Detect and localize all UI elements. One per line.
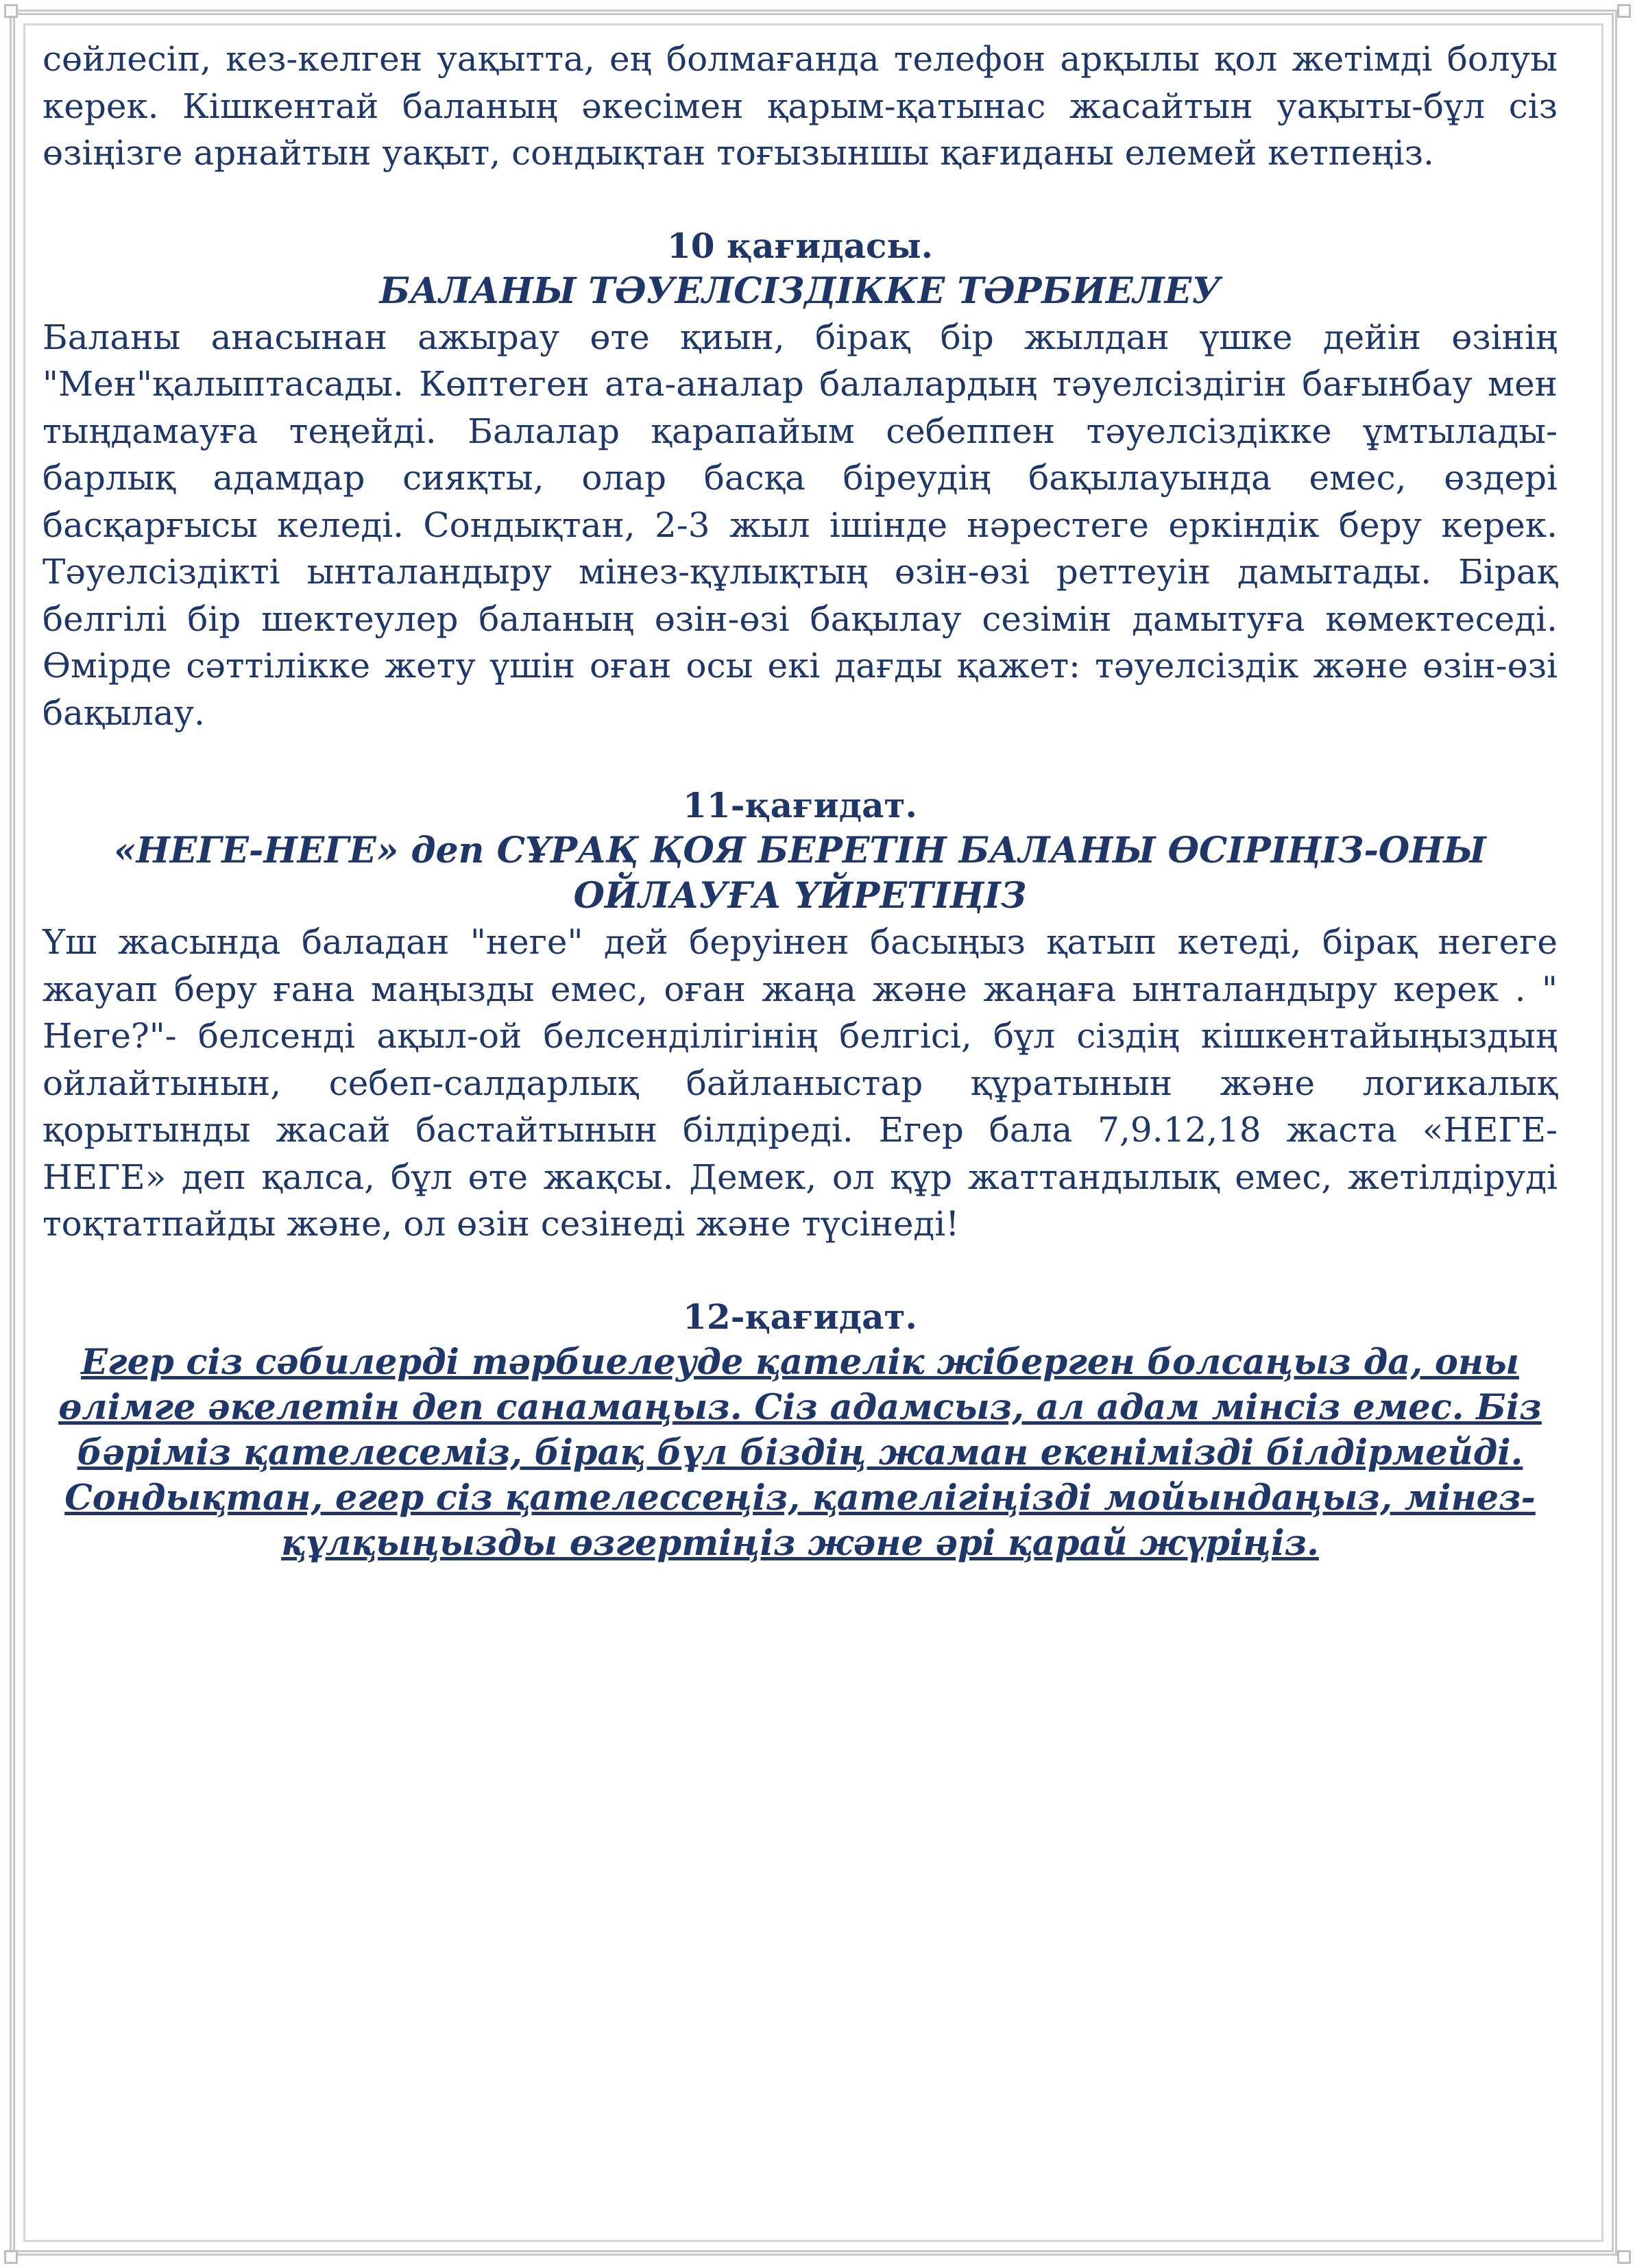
section-12-text: Егер сіз сәбилерді тәрбиелеуде қателік жіберген болсаңыз да, оны өлімге әкелетін деп санамаңыз. Сіз адамсыз, ал адам мінсіз емес. Біз бәріміз қателесеміз, бірақ бұл біздің жаман екенімізді білдірмейді. Сондықтан, егер сіз қателессеңіз, қателігіңізді мойындаңыз, мінез-құлқыңызды өзгертіңіз және әрі қарай жүріңіз. (58, 1341, 1542, 1564)
section-11-paragraph: Үш жасында баладан "неге" дей беруінен басыңыз қатып кетеді, бірақ негеге жауап беру ғана маңызды емес, оған жаңа және жаңаға ынталандыру керек . " Неге?"- белсенді ақыл-ой белсенділігінің белгісі, бұл сіздің кішкентайыңыздың ойлайтынын, себеп-салдарлық байланыстар құратынын және логикалық қорытынды жасай бастайтынын білдіреді. Егер бала 7,9.12,18 жаста «НЕГЕ-НЕГЕ» деп қалса, бұл өте жақсы. Демек, ол құр жаттандылық емес, жетілдіруді тоқтатпайды және, ол өзін сезінеді және түсінеді! (43, 922, 1558, 1244)
spacer (43, 736, 1558, 783)
section-10-paragraph: Баланы анасынан ажырау өте қиын, бірақ бір жылдан үшке дейін өзінің "Мен"қалыптасады. Көптеген ата-аналар балалардың тәуелсіздігін бағынбау мен тыңдамауға теңейді. Балалар қарапайым себеппен тәуелсіздікке ұмтылады-барлық адамдар сияқты, олар басқа біреудің бақылауында емес, өздері басқарғысы келеді. Сондықтан, 2-3 жыл ішінде нәрестеге еркіндік беру керек. Тәуелсіздікті ынталандыру мінез-құлықтың өзін-өзі реттеуін дамытады. Бірақ белгілі бір шектеулер баланың өзін-өзі бақылау сезімін дамытуға көмектеседі. Өмірде сәттілікке жету үшін оған осы екі дағды қажет: тәуелсіздік және өзін-өзі бақылау. (43, 317, 1558, 733)
corner-ornament (4, 4, 18, 18)
section-10-number: 10 қағидасы. (666, 225, 933, 266)
corner-ornament (4, 2250, 18, 2264)
section-11-title-line-1: «НЕГЕ-НЕГЕ» деп СҰРАҚ ҚОЯ БЕРЕТІН БАЛАНЫ ӨСІРІҢІЗ-ОНЫ (114, 830, 1486, 871)
page-content (43, 36, 1558, 1566)
section-11-number: 11-қағидат. (683, 785, 917, 825)
section-12-number: 12-қағидат. (683, 1296, 917, 1337)
spacer (43, 1248, 1558, 1294)
corner-ornament (1617, 2250, 1631, 2264)
spacer (43, 177, 1558, 224)
corner-ornament (1617, 4, 1631, 18)
section-9-tail-paragraph: сөйлесіп, кез-келген уақытта, ең болмағанда телефон арқылы қол жетімді болуы керек. Кішкентай баланың әкесімен қарым-қатынас жасайтын уақыты-бұл сіз өзіңізге арнайтын уақыт, сондықтан тоғызыншы қағиданы елемей кетпеңіз. (43, 39, 1558, 173)
section-11-title-line-2: ОЙЛАУҒА ҮЙРЕТІҢІЗ (573, 875, 1027, 917)
section-10-title: БАЛАНЫ ТӘУЕЛСІЗДІККЕ ТӘРБИЕЛЕУ (379, 269, 1221, 312)
